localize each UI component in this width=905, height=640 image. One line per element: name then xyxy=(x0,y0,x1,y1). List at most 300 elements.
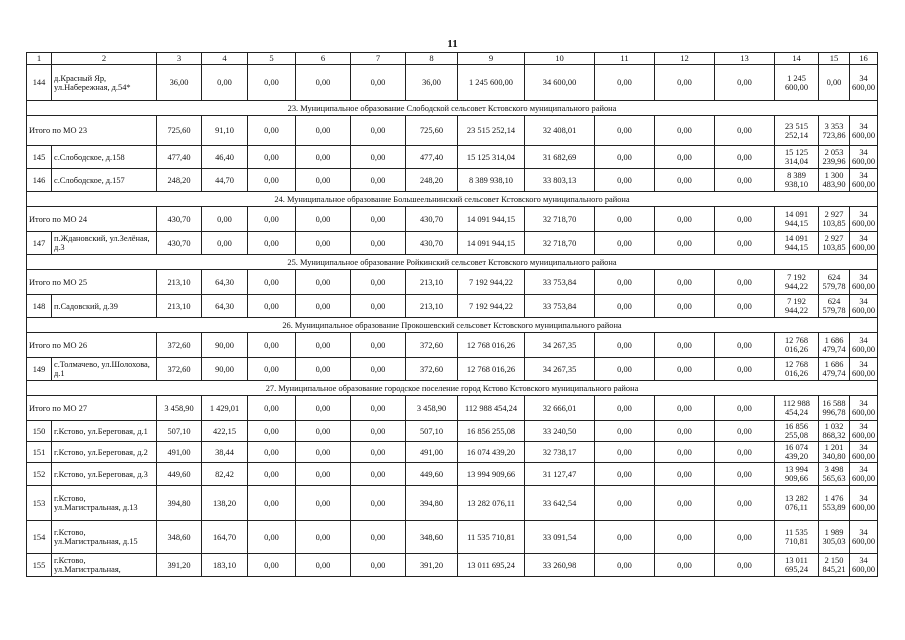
table-row xyxy=(27,295,878,318)
row-number: 146 xyxy=(27,169,52,192)
value-cell: 164,70 xyxy=(202,521,248,554)
value-cell: 0,00 xyxy=(595,169,655,192)
value-cell: 0,00 xyxy=(655,146,715,169)
value-cell: 0,00 xyxy=(595,358,655,381)
value-cell: 112 988 454,24 xyxy=(458,396,525,421)
value-cell: 213,10 xyxy=(157,295,202,318)
row-number: 145 xyxy=(27,146,52,169)
value-cell: 91,10 xyxy=(202,116,248,146)
value-cell: 0,00 xyxy=(655,270,715,295)
value-cell: 38,44 xyxy=(202,442,248,463)
value-cell: 16 074 439,20 xyxy=(458,442,525,463)
value-cell: 34 600,00 xyxy=(850,521,878,554)
value-cell: 0,00 xyxy=(296,421,351,442)
value-cell: 0,00 xyxy=(296,554,351,577)
value-cell: 248,20 xyxy=(157,169,202,192)
value-cell: 372,60 xyxy=(157,333,202,358)
value-cell: 112 988 454,24 xyxy=(775,396,819,421)
table-row xyxy=(27,442,878,463)
value-cell: 32 666,01 xyxy=(525,396,595,421)
value-cell: 0,00 xyxy=(655,207,715,232)
value-cell: 32 738,17 xyxy=(525,442,595,463)
value-cell: 372,60 xyxy=(406,358,458,381)
total-row xyxy=(27,116,878,146)
value-cell: 12 768 016,26 xyxy=(458,358,525,381)
value-cell: 213,10 xyxy=(406,270,458,295)
total-label: Итого по МО 24 xyxy=(27,207,157,232)
value-cell: 0,00 xyxy=(655,486,715,521)
value-cell: 46,40 xyxy=(202,146,248,169)
row-number: 155 xyxy=(27,554,52,577)
value-cell: 0,00 xyxy=(595,333,655,358)
value-cell: 0,00 xyxy=(248,486,296,521)
value-cell: 0,00 xyxy=(351,486,406,521)
value-cell: 372,60 xyxy=(406,333,458,358)
table-row xyxy=(27,169,878,192)
value-cell: 0,00 xyxy=(248,442,296,463)
address-cell: п.Ждановский, ул.Зелёная, д.3 xyxy=(52,232,157,255)
value-cell: 2 927 103,85 xyxy=(819,207,850,232)
value-cell: 34 600,00 xyxy=(850,270,878,295)
value-cell: 0,00 xyxy=(296,486,351,521)
value-cell: 394,80 xyxy=(157,486,202,521)
value-cell: 248,20 xyxy=(406,169,458,192)
column-number: 16 xyxy=(850,53,878,65)
value-cell: 34 600,00 xyxy=(850,333,878,358)
value-cell: 0,00 xyxy=(595,207,655,232)
value-cell: 34 600,00 xyxy=(850,463,878,486)
value-cell: 0,00 xyxy=(296,295,351,318)
total-row xyxy=(27,396,878,421)
value-cell: 7 192 944,22 xyxy=(775,295,819,318)
value-cell: 34 600,00 xyxy=(850,421,878,442)
column-number: 11 xyxy=(595,53,655,65)
value-cell: 36,00 xyxy=(157,65,202,101)
value-cell: 0,00 xyxy=(351,116,406,146)
column-number: 14 xyxy=(775,53,819,65)
table-row xyxy=(27,486,878,521)
table-row xyxy=(27,65,878,101)
address-cell: г.Кстово, ул.Магистральная, д.13 xyxy=(52,486,157,521)
value-cell: 0,00 xyxy=(296,146,351,169)
value-cell: 0,00 xyxy=(248,421,296,442)
value-cell: 12 768 016,26 xyxy=(458,333,525,358)
value-cell: 34 600,00 xyxy=(850,65,878,101)
value-cell: 477,40 xyxy=(406,146,458,169)
value-cell: 491,00 xyxy=(157,442,202,463)
column-number: 6 xyxy=(296,53,351,65)
value-cell: 0,00 xyxy=(655,442,715,463)
value-cell: 0,00 xyxy=(655,358,715,381)
value-cell: 0,00 xyxy=(819,65,850,101)
value-cell: 34 600,00 xyxy=(850,146,878,169)
section-header-row xyxy=(27,381,878,396)
total-label: Итого по МО 23 xyxy=(27,116,157,146)
value-cell: 33 642,54 xyxy=(525,486,595,521)
value-cell: 0,00 xyxy=(248,169,296,192)
table-row xyxy=(27,521,878,554)
section-title: 26. Муниципальное образование Прокошевский сельсовет Кстовского муниципального района xyxy=(27,318,878,333)
column-number: 2 xyxy=(52,53,157,65)
value-cell: 0,00 xyxy=(595,232,655,255)
value-cell: 1 245 600,00 xyxy=(458,65,525,101)
value-cell: 0,00 xyxy=(595,442,655,463)
value-cell: 0,00 xyxy=(595,65,655,101)
value-cell: 34 600,00 xyxy=(850,442,878,463)
value-cell: 0,00 xyxy=(715,486,775,521)
value-cell: 90,00 xyxy=(202,333,248,358)
value-cell: 0,00 xyxy=(248,295,296,318)
address-cell: г.Кстово, ул.Береговая, д.3 xyxy=(52,463,157,486)
address-cell: г.Кстово, ул.Магистральная, д.15 xyxy=(52,521,157,554)
table-row xyxy=(27,146,878,169)
value-cell: 16 588 996,78 xyxy=(819,396,850,421)
row-number: 151 xyxy=(27,442,52,463)
value-cell: 491,00 xyxy=(406,442,458,463)
data-table xyxy=(26,52,878,577)
value-cell: 1 429,01 xyxy=(202,396,248,421)
row-number: 148 xyxy=(27,295,52,318)
value-cell: 0,00 xyxy=(715,358,775,381)
value-cell: 0,00 xyxy=(595,146,655,169)
value-cell: 138,20 xyxy=(202,486,248,521)
value-cell: 32 718,70 xyxy=(525,232,595,255)
value-cell: 0,00 xyxy=(296,65,351,101)
value-cell: 1 201 340,80 xyxy=(819,442,850,463)
value-cell: 12 768 016,26 xyxy=(775,333,819,358)
value-cell: 624 579,78 xyxy=(819,295,850,318)
value-cell: 1 300 483,90 xyxy=(819,169,850,192)
value-cell: 0,00 xyxy=(248,65,296,101)
value-cell: 0,00 xyxy=(595,396,655,421)
value-cell: 14 091 944,15 xyxy=(458,232,525,255)
row-number: 153 xyxy=(27,486,52,521)
value-cell: 34 600,00 xyxy=(850,396,878,421)
value-cell: 13 011 695,24 xyxy=(775,554,819,577)
value-cell: 0,00 xyxy=(248,521,296,554)
table-row xyxy=(27,554,878,577)
value-cell: 0,00 xyxy=(715,146,775,169)
value-cell: 0,00 xyxy=(655,116,715,146)
value-cell: 16 856 255,08 xyxy=(775,421,819,442)
value-cell: 0,00 xyxy=(351,396,406,421)
value-cell: 507,10 xyxy=(406,421,458,442)
value-cell: 391,20 xyxy=(406,554,458,577)
section-header-row xyxy=(27,192,878,207)
value-cell: 0,00 xyxy=(715,207,775,232)
value-cell: 0,00 xyxy=(715,270,775,295)
address-cell: с.Слободское, д.157 xyxy=(52,169,157,192)
value-cell: 36,00 xyxy=(406,65,458,101)
value-cell: 0,00 xyxy=(351,65,406,101)
value-cell: 7 192 944,22 xyxy=(458,295,525,318)
value-cell: 0,00 xyxy=(351,463,406,486)
value-cell: 0,00 xyxy=(351,333,406,358)
total-row xyxy=(27,270,878,295)
value-cell: 0,00 xyxy=(248,270,296,295)
value-cell: 3 353 723,86 xyxy=(819,116,850,146)
value-cell: 33 753,84 xyxy=(525,270,595,295)
value-cell: 0,00 xyxy=(351,232,406,255)
value-cell: 0,00 xyxy=(655,421,715,442)
value-cell: 13 282 076,11 xyxy=(775,486,819,521)
value-cell: 64,30 xyxy=(202,270,248,295)
value-cell: 14 091 944,15 xyxy=(458,207,525,232)
value-cell: 0,00 xyxy=(351,442,406,463)
value-cell: 0,00 xyxy=(715,295,775,318)
value-cell: 0,00 xyxy=(351,146,406,169)
value-cell: 0,00 xyxy=(351,521,406,554)
value-cell: 15 125 314,04 xyxy=(458,146,525,169)
value-cell: 0,00 xyxy=(715,169,775,192)
value-cell: 0,00 xyxy=(248,333,296,358)
value-cell: 725,60 xyxy=(157,116,202,146)
section-title: 25. Муниципальное образование Ройкинский сельсовет Кстовского муниципального района xyxy=(27,255,878,270)
value-cell: 0,00 xyxy=(296,463,351,486)
value-cell: 1 686 479,74 xyxy=(819,333,850,358)
value-cell: 391,20 xyxy=(157,554,202,577)
value-cell: 0,00 xyxy=(202,207,248,232)
value-cell: 0,00 xyxy=(351,295,406,318)
value-cell: 32 408,01 xyxy=(525,116,595,146)
total-label: Итого по МО 27 xyxy=(27,396,157,421)
value-cell: 348,60 xyxy=(406,521,458,554)
row-number: 144 xyxy=(27,65,52,101)
value-cell: 0,00 xyxy=(202,65,248,101)
value-cell: 0,00 xyxy=(351,207,406,232)
value-cell: 1 989 305,03 xyxy=(819,521,850,554)
value-cell: 0,00 xyxy=(715,442,775,463)
value-cell: 7 192 944,22 xyxy=(458,270,525,295)
value-cell: 430,70 xyxy=(157,207,202,232)
value-cell: 0,00 xyxy=(715,232,775,255)
value-cell: 1 032 868,32 xyxy=(819,421,850,442)
value-cell: 0,00 xyxy=(595,421,655,442)
page-number: 11 xyxy=(447,38,458,50)
section-header-row xyxy=(27,318,878,333)
value-cell: 0,00 xyxy=(715,65,775,101)
value-cell: 430,70 xyxy=(406,207,458,232)
column-number: 12 xyxy=(655,53,715,65)
address-cell: г.Кстово, ул.Магистральная, xyxy=(52,554,157,577)
value-cell: 2 150 845,21 xyxy=(819,554,850,577)
value-cell: 725,60 xyxy=(406,116,458,146)
column-number-row xyxy=(27,53,878,65)
value-cell: 0,00 xyxy=(715,116,775,146)
value-cell: 0,00 xyxy=(655,295,715,318)
value-cell: 64,30 xyxy=(202,295,248,318)
column-number: 1 xyxy=(27,53,52,65)
address-cell: п.Садовский, д.39 xyxy=(52,295,157,318)
value-cell: 34 600,00 xyxy=(850,295,878,318)
value-cell: 0,00 xyxy=(715,396,775,421)
value-cell: 0,00 xyxy=(296,169,351,192)
column-number: 9 xyxy=(458,53,525,65)
table-row xyxy=(27,421,878,442)
value-cell: 394,80 xyxy=(406,486,458,521)
value-cell: 0,00 xyxy=(296,358,351,381)
column-number: 4 xyxy=(202,53,248,65)
value-cell: 0,00 xyxy=(655,169,715,192)
value-cell: 14 091 944,15 xyxy=(775,232,819,255)
value-cell: 34 600,00 xyxy=(850,486,878,521)
value-cell: 90,00 xyxy=(202,358,248,381)
value-cell: 477,40 xyxy=(157,146,202,169)
value-cell: 13 994 909,66 xyxy=(775,463,819,486)
value-cell: 2 927 103,85 xyxy=(819,232,850,255)
value-cell: 34 600,00 xyxy=(850,116,878,146)
total-row xyxy=(27,207,878,232)
value-cell: 0,00 xyxy=(248,554,296,577)
value-cell: 0,00 xyxy=(655,521,715,554)
value-cell: 507,10 xyxy=(157,421,202,442)
value-cell: 34 267,35 xyxy=(525,333,595,358)
value-cell: 1 476 553,89 xyxy=(819,486,850,521)
address-cell: с.Толмачево, ул.Шолохова, д.1 xyxy=(52,358,157,381)
value-cell: 0,00 xyxy=(351,358,406,381)
value-cell: 34 267,35 xyxy=(525,358,595,381)
value-cell: 422,15 xyxy=(202,421,248,442)
value-cell: 1 686 479,74 xyxy=(819,358,850,381)
value-cell: 183,10 xyxy=(202,554,248,577)
value-cell: 34 600,00 xyxy=(850,554,878,577)
table-row xyxy=(27,358,878,381)
column-number: 8 xyxy=(406,53,458,65)
column-number: 3 xyxy=(157,53,202,65)
section-title: 23. Муниципальное образование Слободской сельсовет Кстовского муниципального района xyxy=(27,101,878,116)
table-row xyxy=(27,463,878,486)
value-cell: 0,00 xyxy=(248,396,296,421)
value-cell: 0,00 xyxy=(296,396,351,421)
value-cell: 12 768 016,26 xyxy=(775,358,819,381)
total-row xyxy=(27,333,878,358)
value-cell: 33 240,50 xyxy=(525,421,595,442)
value-cell: 31 127,47 xyxy=(525,463,595,486)
value-cell: 0,00 xyxy=(296,207,351,232)
value-cell: 0,00 xyxy=(655,463,715,486)
value-cell: 0,00 xyxy=(296,442,351,463)
value-cell: 13 011 695,24 xyxy=(458,554,525,577)
value-cell: 430,70 xyxy=(157,232,202,255)
section-header-row xyxy=(27,255,878,270)
value-cell: 8 389 938,10 xyxy=(775,169,819,192)
column-number: 5 xyxy=(248,53,296,65)
address-cell: г.Кстово, ул.Береговая, д.1 xyxy=(52,421,157,442)
value-cell: 44,70 xyxy=(202,169,248,192)
value-cell: 3 498 565,63 xyxy=(819,463,850,486)
value-cell: 213,10 xyxy=(406,295,458,318)
value-cell: 449,60 xyxy=(406,463,458,486)
value-cell: 23 515 252,14 xyxy=(458,116,525,146)
value-cell: 0,00 xyxy=(595,116,655,146)
section-title: 24. Муниципальное образование Большеельнинский сельсовет Кстовского муниципального района xyxy=(27,192,878,207)
column-number: 13 xyxy=(715,53,775,65)
value-cell: 15 125 314,04 xyxy=(775,146,819,169)
value-cell: 8 389 938,10 xyxy=(458,169,525,192)
column-number: 10 xyxy=(525,53,595,65)
value-cell: 0,00 xyxy=(351,270,406,295)
value-cell: 33 753,84 xyxy=(525,295,595,318)
value-cell: 7 192 944,22 xyxy=(775,270,819,295)
value-cell: 33 260,98 xyxy=(525,554,595,577)
address-cell: г.Кстово, ул.Береговая, д.2 xyxy=(52,442,157,463)
value-cell: 0,00 xyxy=(595,270,655,295)
value-cell: 16 074 439,20 xyxy=(775,442,819,463)
value-cell: 0,00 xyxy=(715,554,775,577)
value-cell: 449,60 xyxy=(157,463,202,486)
value-cell: 0,00 xyxy=(248,232,296,255)
value-cell: 13 282 076,11 xyxy=(458,486,525,521)
value-cell: 213,10 xyxy=(157,270,202,295)
value-cell: 0,00 xyxy=(595,486,655,521)
value-cell: 13 994 909,66 xyxy=(458,463,525,486)
section-header-row xyxy=(27,101,878,116)
value-cell: 0,00 xyxy=(655,396,715,421)
section-title: 27. Муниципальное образование городское поселение город Кстово Кстовского муниципального района xyxy=(27,381,878,396)
row-number: 150 xyxy=(27,421,52,442)
value-cell: 0,00 xyxy=(655,554,715,577)
value-cell: 34 600,00 xyxy=(850,207,878,232)
value-cell: 372,60 xyxy=(157,358,202,381)
address-cell: д.Красный Яр, ул.Набережная, д.54* xyxy=(52,65,157,101)
value-cell: 23 515 252,14 xyxy=(775,116,819,146)
value-cell: 34 600,00 xyxy=(850,169,878,192)
value-cell: 0,00 xyxy=(595,463,655,486)
value-cell: 82,42 xyxy=(202,463,248,486)
value-cell: 0,00 xyxy=(595,521,655,554)
value-cell: 33 803,13 xyxy=(525,169,595,192)
table-row xyxy=(27,232,878,255)
value-cell: 0,00 xyxy=(248,358,296,381)
value-cell: 2 053 239,96 xyxy=(819,146,850,169)
value-cell: 0,00 xyxy=(595,295,655,318)
value-cell: 34 600,00 xyxy=(525,65,595,101)
value-cell: 14 091 944,15 xyxy=(775,207,819,232)
value-cell: 0,00 xyxy=(296,116,351,146)
value-cell: 430,70 xyxy=(406,232,458,255)
value-cell: 0,00 xyxy=(715,421,775,442)
value-cell: 0,00 xyxy=(296,232,351,255)
value-cell: 0,00 xyxy=(715,521,775,554)
value-cell: 0,00 xyxy=(655,65,715,101)
value-cell: 0,00 xyxy=(296,333,351,358)
row-number: 147 xyxy=(27,232,52,255)
value-cell: 624 579,78 xyxy=(819,270,850,295)
address-cell: с.Слободское, д.158 xyxy=(52,146,157,169)
total-label: Итого по МО 25 xyxy=(27,270,157,295)
value-cell: 34 600,00 xyxy=(850,232,878,255)
value-cell: 0,00 xyxy=(248,463,296,486)
value-cell: 0,00 xyxy=(248,116,296,146)
row-number: 152 xyxy=(27,463,52,486)
row-number: 149 xyxy=(27,358,52,381)
value-cell: 0,00 xyxy=(248,207,296,232)
value-cell: 0,00 xyxy=(715,463,775,486)
value-cell: 0,00 xyxy=(655,232,715,255)
value-cell: 0,00 xyxy=(296,521,351,554)
value-cell: 0,00 xyxy=(595,554,655,577)
value-cell: 0,00 xyxy=(296,270,351,295)
value-cell: 11 535 710,81 xyxy=(775,521,819,554)
value-cell: 11 535 710,81 xyxy=(458,521,525,554)
value-cell: 3 458,90 xyxy=(157,396,202,421)
value-cell: 34 600,00 xyxy=(850,358,878,381)
value-cell: 0,00 xyxy=(715,333,775,358)
value-cell: 31 682,69 xyxy=(525,146,595,169)
value-cell: 348,60 xyxy=(157,521,202,554)
value-cell: 0,00 xyxy=(248,146,296,169)
value-cell: 0,00 xyxy=(351,421,406,442)
